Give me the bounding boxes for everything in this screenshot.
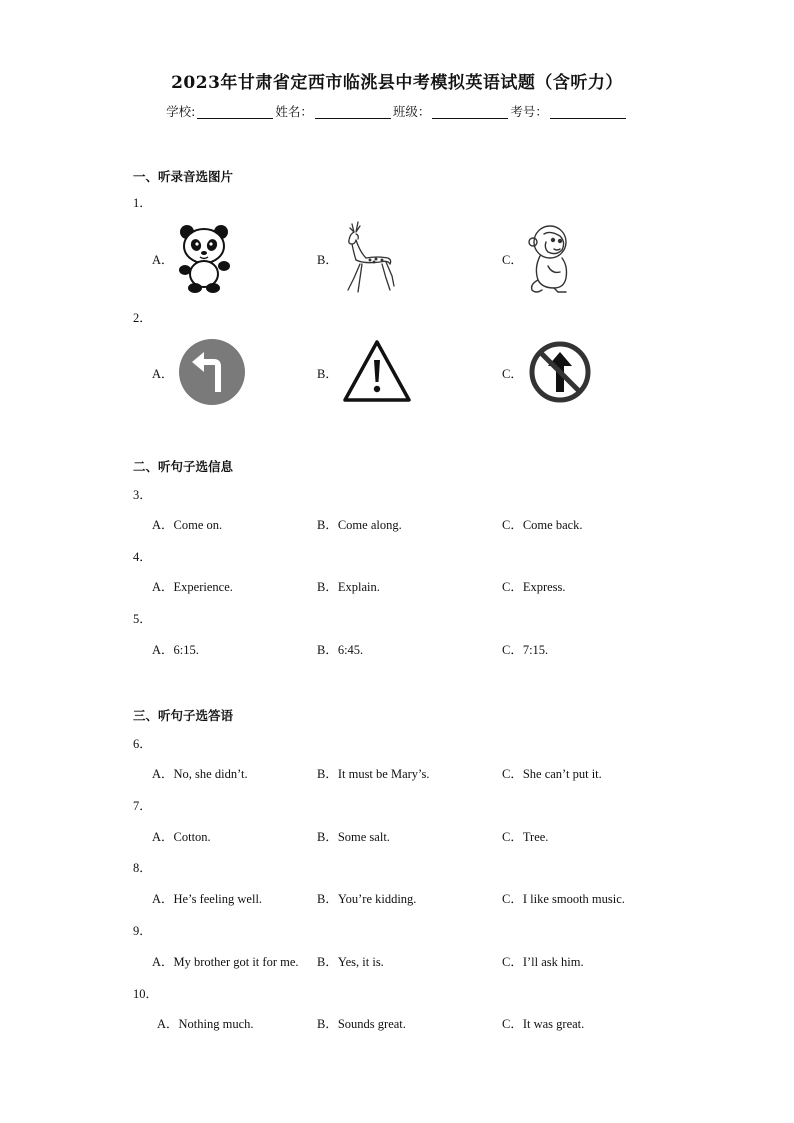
q10-option-c[interactable]: C．It was great. [502,1017,585,1031]
q3-option-a[interactable]: A．Come on. [152,518,223,532]
q4-option-c[interactable]: C．Express. [502,580,566,594]
number-blank[interactable] [550,104,626,119]
question-number-7: 7． [133,799,152,813]
q6-option-a[interactable]: A．No, she didn’t. [152,767,248,781]
question-number-4: 4． [133,550,152,564]
section-title-2: 二、听句子选信息 [133,459,234,474]
q1-option-a-label[interactable]: A． [152,253,174,267]
q3-option-c[interactable]: C．Come back. [502,518,583,532]
deer-icon[interactable] [340,220,396,296]
name-blank[interactable] [315,104,391,119]
class-blank[interactable] [432,104,508,119]
q9-option-c[interactable]: C．I’ll ask him. [502,955,584,969]
question-number-8: 8． [133,861,152,875]
question-number-5: 5． [133,612,152,626]
q9-option-a[interactable]: A．My brother got it for me. [152,955,299,969]
q4-option-a[interactable]: A．Experience. [152,580,233,594]
q7-option-c[interactable]: C．Tree. [502,830,549,844]
school-blank[interactable] [197,104,273,119]
question-number-6: 6． [133,737,152,751]
q5-option-b[interactable]: B．6:45. [317,643,364,657]
q6-option-c[interactable]: C．She can’t put it. [502,767,602,781]
number-label: 考号： [510,104,548,119]
q5-option-a[interactable]: A．6:15. [152,643,199,657]
q2-option-b-label[interactable]: B． [317,367,338,381]
exam-title: 2023年甘肃省定西市临洮县中考模拟英语试题（含听力） [171,73,623,93]
name-label: 姓名： [275,104,313,119]
q4-option-b[interactable]: B．Explain. [317,580,380,594]
q7-option-b[interactable]: B．Some salt. [317,830,390,844]
section-title-1: 一、听录音选图片 [133,169,234,184]
q9-option-b[interactable]: B．Yes, it is. [317,955,384,969]
question-number-9: 9． [133,924,152,938]
q1-option-b-label[interactable]: B． [317,253,338,267]
q10-option-b[interactable]: B．Sounds great. [317,1017,406,1031]
class-label: 班级： [392,104,431,119]
q2-option-a-label[interactable]: A． [152,367,174,381]
q3-option-b[interactable]: B．Come along. [317,518,402,532]
q10-option-a[interactable]: A．Nothing much. [157,1017,254,1031]
q1-option-c-label[interactable]: C． [502,253,523,267]
q2-option-c-label[interactable]: C． [502,367,523,381]
warning-sign-icon[interactable] [342,338,412,404]
turn-left-sign-icon[interactable] [178,338,246,406]
q8-option-c[interactable]: C．I like smooth music. [502,892,625,906]
q6-option-b[interactable]: B．It must be Mary’s. [317,767,430,781]
question-number-2: 2． [133,311,152,325]
question-number-10: 10． [133,987,159,1001]
no-straight-sign-icon[interactable] [528,340,592,404]
monkey-icon[interactable] [526,222,576,294]
q8-option-a[interactable]: A．He’s feeling well. [152,892,263,906]
q7-option-a[interactable]: A．Cotton. [152,830,211,844]
q5-option-c[interactable]: C．7:15. [502,643,549,657]
panda-icon[interactable] [176,222,234,294]
school-label: 学校: [166,104,196,119]
section-title-3: 三、听句子选答语 [133,708,234,723]
student-info-row [0,102,794,120]
question-number-3: 3． [133,488,152,502]
q8-option-b[interactable]: B．You’re kidding. [317,892,417,906]
question-number-1: 1． [133,196,152,210]
